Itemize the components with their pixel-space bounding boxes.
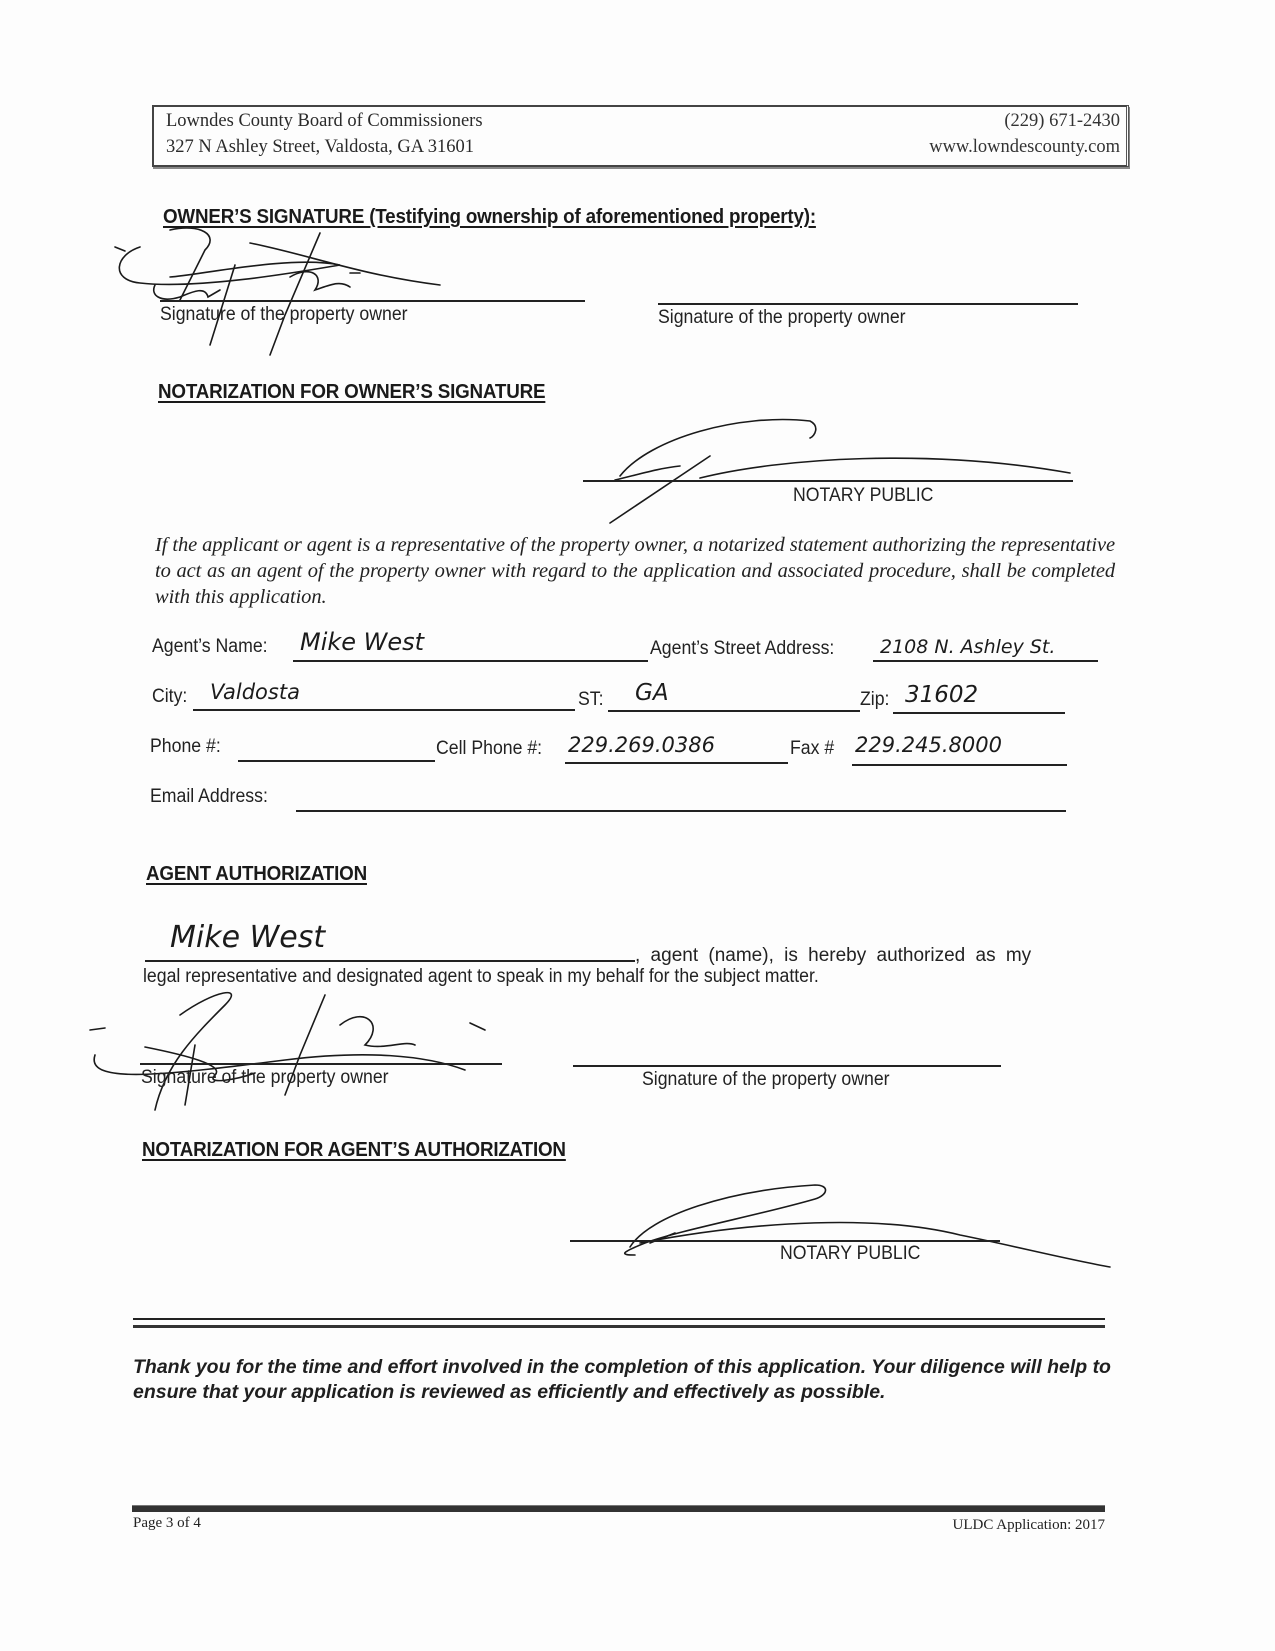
owner-authorization-signature-scribble-icon [85, 985, 505, 1115]
representative-notice: If the applicant or agent is a representative of the property owner, a notarized statement authorizing the representative to act as an agent of the property owner with regard to the application and associated procedure, shall be completed with this application. [155, 534, 1115, 608]
authorized-agent-underline [145, 960, 635, 962]
zip-underline [893, 712, 1065, 714]
agent-name-field[interactable]: Mike West [300, 628, 425, 656]
city-field[interactable]: Valdosta [210, 680, 300, 704]
owner-notary-line[interactable] [583, 480, 1073, 482]
org-address: 327 N Ashley Street, Valdosta, GA 31601 [166, 137, 474, 157]
owner-authorization-line-2[interactable] [573, 1065, 1001, 1067]
zip-field[interactable]: 31602 [905, 682, 979, 708]
city-underline [193, 709, 575, 711]
email-label: Email Address: [150, 786, 268, 807]
owner-signature-line-2[interactable] [658, 303, 1078, 305]
owner-signature-label-2: Signature of the property owner [658, 307, 906, 328]
agent-authorization-heading: AGENT AUTHORIZATION [146, 863, 367, 885]
owner-authorization-label-1: Signature of the property owner [141, 1067, 389, 1088]
owner-signature-line-1[interactable] [160, 300, 585, 302]
closing-message: Thank you for the time and effort involved in the completion of this application. Your diligence will help to ensure that your application is reviewed as efficiently and effectively as possible. [133, 1356, 1111, 1403]
fax-label: Fax # [790, 738, 835, 759]
owner-notarization-heading: NOTARIZATION FOR OWNER’S SIGNATURE [158, 381, 546, 403]
state-underline [608, 710, 860, 712]
state-field[interactable]: GA [635, 680, 669, 706]
authorization-statement-1: , agent (name), is hereby authorized as my [635, 945, 1032, 966]
agent-notary-label: NOTARY PUBLIC [780, 1243, 921, 1264]
page-number: Page 3 of 4 [133, 1515, 201, 1531]
phone-label: Phone #: [150, 736, 221, 757]
notary-signature-scribble-icon [580, 418, 1080, 528]
cell-phone-label: Cell Phone #: [436, 738, 543, 759]
cell-phone-underline [565, 762, 788, 764]
agent-street-label: Agent’s Street Address: [650, 638, 835, 659]
org-website: www.lowndescounty.com [929, 137, 1120, 157]
section-divider-top [133, 1318, 1105, 1320]
org-name: Lowndes County Board of Commissioners [166, 111, 483, 131]
agent-street-underline [873, 660, 1098, 662]
agent-name-label: Agent’s Name: [152, 636, 268, 657]
section-divider-bottom [133, 1325, 1105, 1328]
footer-rule [132, 1505, 1105, 1512]
city-label: City: [152, 686, 188, 707]
cell-phone-field[interactable]: 229.269.0386 [568, 733, 715, 757]
email-underline [296, 810, 1066, 812]
state-label: ST: [578, 689, 604, 710]
agent-name-underline [293, 660, 648, 662]
fax-field[interactable]: 229.245.8000 [855, 733, 1002, 757]
fax-underline [852, 764, 1067, 766]
letterhead-box [152, 105, 1129, 167]
owner-notary-label: NOTARY PUBLIC [793, 485, 934, 506]
org-phone: (229) 671-2430 [1004, 111, 1120, 131]
owner-signature-scribble-icon [110, 225, 490, 355]
owner-authorization-line-1[interactable] [140, 1063, 502, 1065]
phone-underline [238, 760, 435, 762]
agent-notarization-heading: NOTARIZATION FOR AGENT’S AUTHORIZATION [142, 1139, 566, 1161]
authorized-agent-name-field[interactable]: Mike West [170, 920, 326, 955]
agent-street-field[interactable]: 2108 N. Ashley St. [880, 636, 1056, 658]
owner-signature-label-1: Signature of the property owner [160, 304, 408, 325]
owner-authorization-label-2: Signature of the property owner [642, 1069, 890, 1090]
authorization-statement-2: legal representative and designated agent to speak in my behalf for the subject matter. [143, 966, 819, 987]
owner-signature-heading: OWNER’S SIGNATURE (Testifying ownership of aforementioned property): [163, 206, 816, 228]
form-identifier: ULDC Application: 2017 [952, 1517, 1105, 1533]
agent-notary-line[interactable] [570, 1240, 1000, 1242]
zip-label: Zip: [860, 689, 890, 710]
